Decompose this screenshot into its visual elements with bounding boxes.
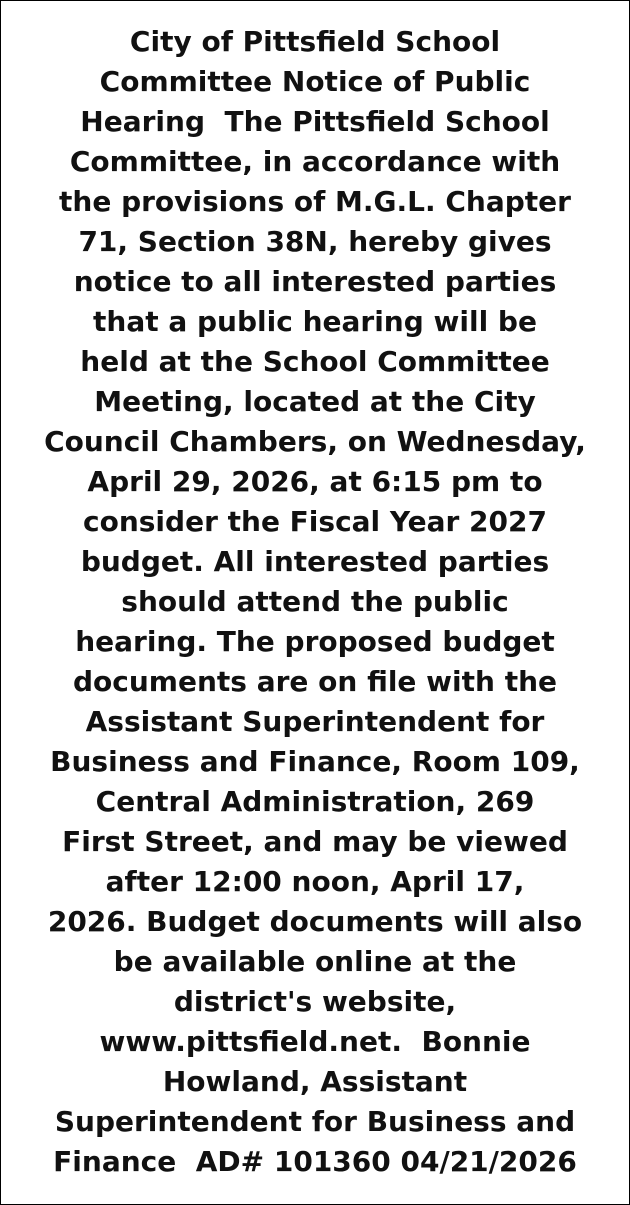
- notice-line: that a public hearing will be: [93, 305, 537, 338]
- notice-line: Hearing The Pittsfield School: [80, 105, 550, 138]
- notice-line: Business and Finance, Room 109,: [50, 745, 580, 778]
- notice-line: First Street, and may be viewed: [62, 825, 568, 858]
- notice-line: Howland, Assistant: [162, 1065, 468, 1098]
- notice-line: after 12:00 noon, April 17,: [105, 865, 525, 898]
- notice-line: the provisions of M.G.L. Chapter: [59, 185, 571, 218]
- notice-body: [15, 22, 615, 1182]
- notice-line: Central Administration, 269: [95, 785, 535, 818]
- notice-line: 2026. Budget documents will also: [47, 905, 583, 938]
- notice-line: documents are on file with the: [73, 665, 557, 698]
- notice-line: district's website,: [173, 985, 457, 1018]
- notice-line: be available online at the: [113, 945, 517, 978]
- notice-line: Finance AD# 101360 04/21/2026: [53, 1145, 577, 1178]
- notice-line: held at the School Committee: [80, 345, 550, 378]
- notice-line: Committee, in accordance with: [69, 145, 561, 178]
- notice-line: consider the Fiscal Year 2027: [83, 505, 547, 538]
- notice-line: Meeting, located at the City: [94, 385, 536, 418]
- notice-line: Council Chambers, on Wednesday,: [44, 425, 586, 458]
- notice-line: should attend the public: [121, 585, 509, 618]
- notice-line: Superintendent for Business and: [54, 1105, 576, 1138]
- notice-line: City of Pittsfield School: [129, 25, 501, 58]
- notice-line: Committee Notice of Public: [99, 65, 531, 98]
- notice-line: www.pittsfield.net. Bonnie: [99, 1025, 531, 1058]
- notice-line: budget. All interested parties: [80, 545, 550, 578]
- notice-line: 71, Section 38N, hereby gives: [78, 225, 552, 258]
- notice-line: April 29, 2026, at 6:15 pm to: [87, 465, 543, 498]
- notice-line: notice to all interested parties: [73, 265, 557, 298]
- notice-line: Assistant Superintendent for: [85, 705, 545, 738]
- notice-line: hearing. The proposed budget: [75, 625, 555, 658]
